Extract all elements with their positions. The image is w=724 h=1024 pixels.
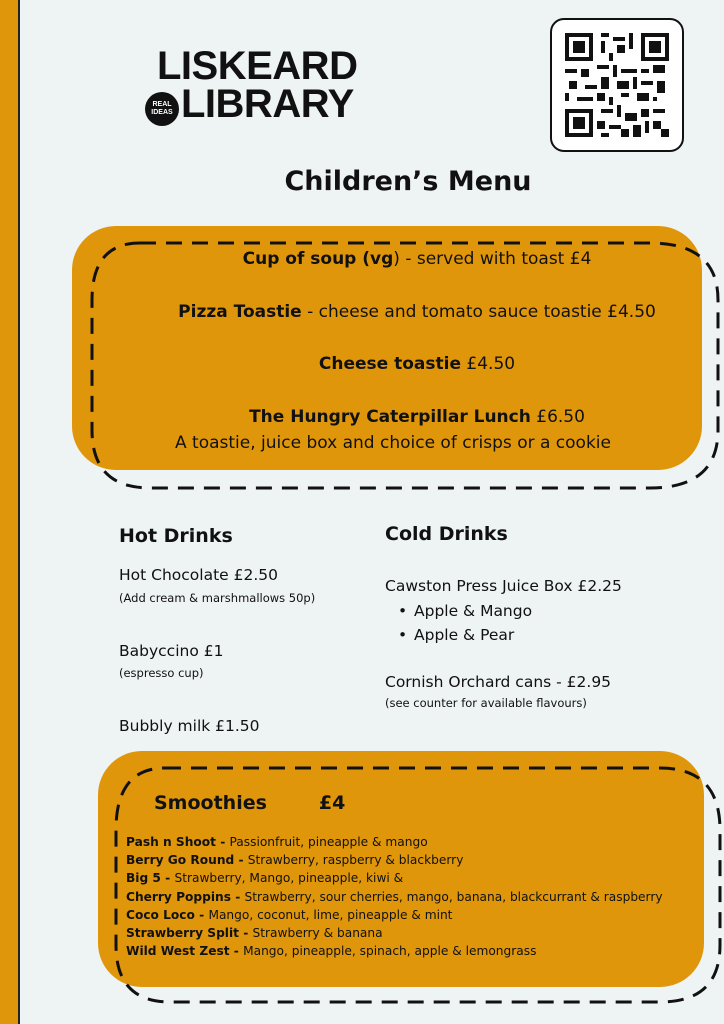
caterpillar-lunch-desc: A toastie, juice box and choice of crisps or a cookie (175, 433, 611, 453)
juice-box-item: Cawston Press Juice Box £2.25 (385, 577, 622, 595)
smoothie-name: Pash n Shoot - (126, 835, 230, 849)
smoothie-item (126, 888, 663, 906)
cornish-orchard-note: (see counter for available flavours) (385, 696, 587, 710)
menu-item-caterpillar-lunch (72, 407, 724, 427)
logo-line1: LISKEARD (157, 44, 358, 88)
menu-item-cheese-toastie (72, 354, 724, 374)
smoothie-desc: Mango, coconut, lime, pineapple & mint (208, 907, 453, 922)
smoothie-item (126, 906, 663, 924)
smoothie-name: Strawberry Split - (126, 926, 253, 941)
cheese-toastie-desc: £4.50 (461, 354, 516, 374)
smoothie-name: Big 5 - (126, 871, 175, 886)
smoothie-desc: Mango, pineapple, spinach, apple & lemongrass (243, 944, 537, 959)
smoothie-name: Coco Loco - (126, 907, 209, 922)
hot-drinks-heading: Hot Drinks (119, 525, 233, 547)
pizza-toastie-desc: - cheese and tomato sauce toastie £4.50 (301, 302, 656, 322)
smoothies-heading-row (154, 792, 345, 814)
cold-drinks-heading: Cold Drinks (385, 523, 508, 545)
caterpillar-lunch-name: The Hungry Caterpillar Lunch (249, 407, 531, 427)
pizza-toastie-name: Pizza Toastie (178, 302, 302, 322)
logo-badge-line2: IDEAS (151, 109, 173, 116)
smoothie-name: Wild West Zest - (126, 944, 244, 959)
smoothie-desc: Strawberry, raspberry & blackberry (247, 853, 464, 868)
smoothies-price: £4 (318, 792, 346, 814)
menu-item-soup (72, 249, 724, 269)
smoothie-desc: Strawberry & banana (252, 926, 383, 941)
smoothies-heading: Smoothies (154, 792, 267, 814)
babyccino-item: Babyccino £1 (119, 642, 224, 660)
logo-badge-line1: REAL (152, 101, 172, 108)
juice-flavour-item: • Apple & Mango (398, 599, 532, 623)
smoothie-desc: Strawberry, Mango, pineapple, kiwi & (174, 871, 404, 886)
menu-title: Children’s Menu (284, 166, 532, 197)
smoothie-name: Cherry Poppins - (126, 889, 245, 904)
smoothie-desc: Strawberry, sour cherries, mango, banana, blackcurrant & raspberry (244, 889, 663, 904)
soup-desc: ) - served with toast £4 (393, 249, 592, 269)
juice-flavour-list (398, 599, 532, 647)
smoothie-item (126, 942, 663, 960)
smoothie-item (126, 924, 663, 942)
juice-flavour-item: • Apple & Pear (398, 623, 532, 647)
cornish-orchard-item: Cornish Orchard cans - £2.95 (385, 673, 612, 691)
smoothie-item (126, 869, 663, 887)
smoothie-name: Berry Go Round - (126, 853, 248, 868)
cheese-toastie-name: Cheese toastie (318, 354, 461, 374)
smoothie-item (126, 833, 663, 851)
smoothie-desc: Passionfruit, pineapple & mango (229, 835, 428, 849)
smoothie-item (126, 851, 663, 869)
bubbly-milk-item: Bubbly milk £1.50 (119, 717, 260, 735)
caterpillar-lunch-price: £6.50 (530, 407, 585, 427)
hot-chocolate-note: (Add cream & marshmallows 50p) (119, 591, 316, 605)
smoothie-list (126, 833, 663, 960)
hot-chocolate-item: Hot Chocolate £2.50 (119, 566, 278, 584)
logo-line2: LIBRARY (181, 82, 354, 126)
menu-item-pizza-toastie (72, 302, 724, 322)
soup-name: Cup of soup (vg (242, 249, 394, 269)
babyccino-note: (espresso cup) (119, 666, 204, 680)
